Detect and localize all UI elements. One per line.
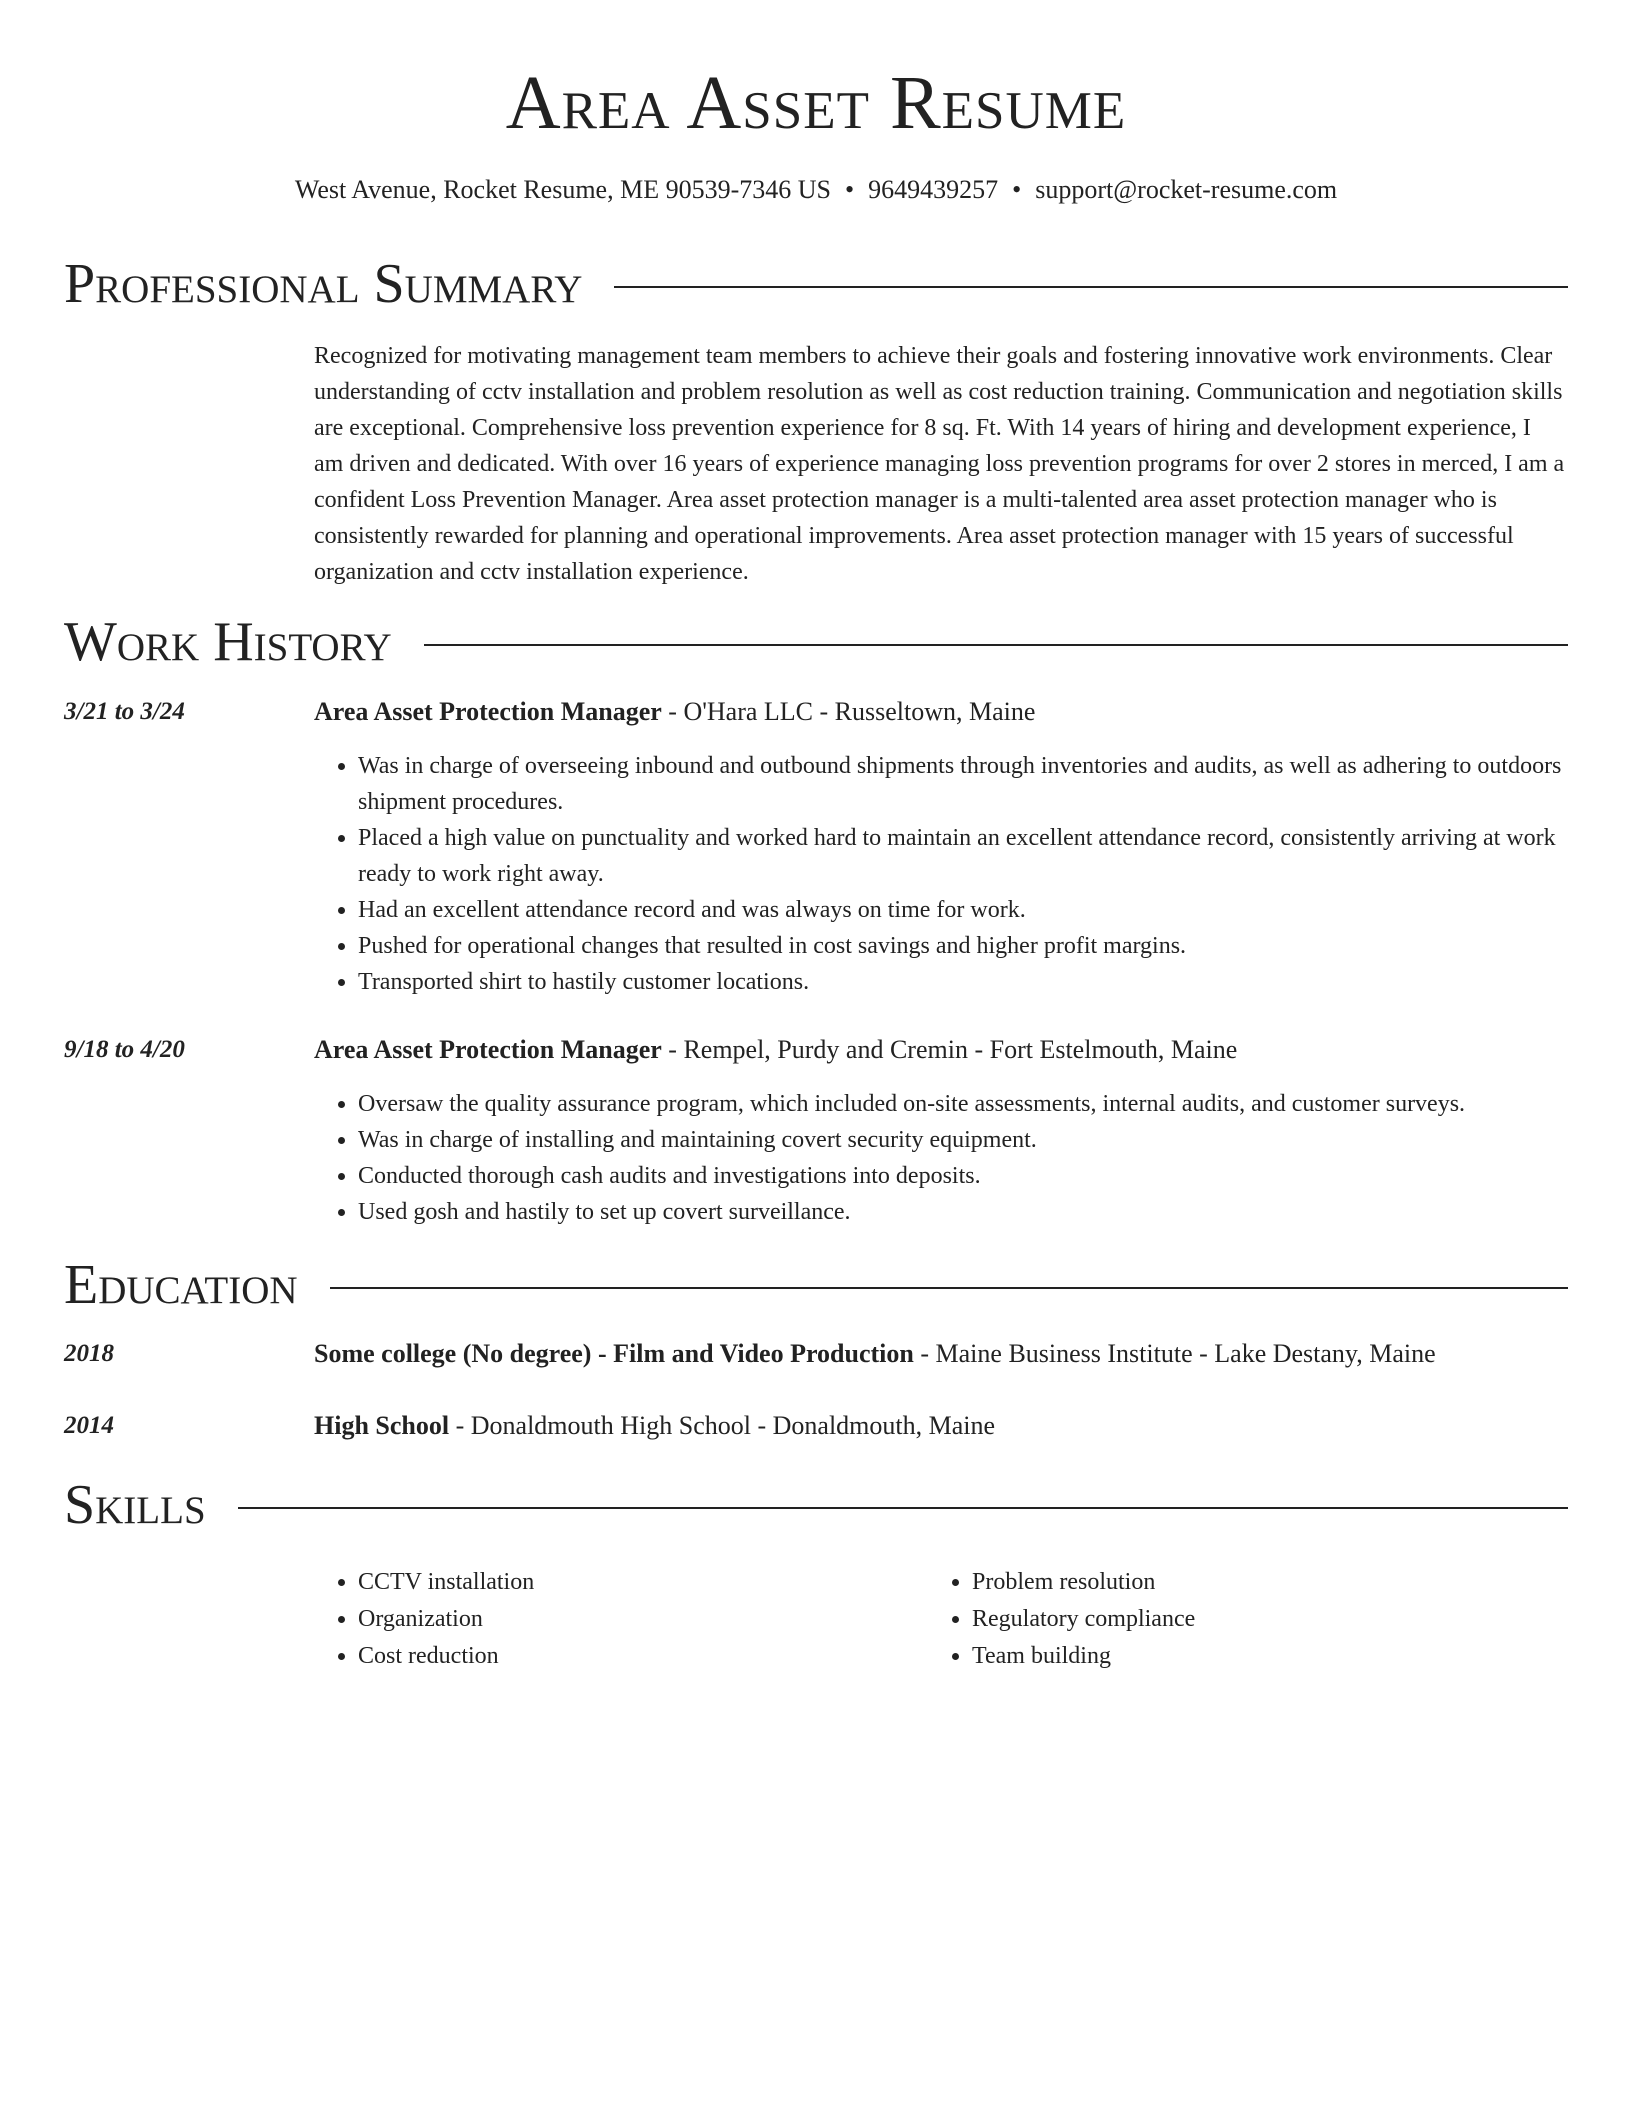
contact-separator: • [845, 175, 855, 204]
job-bullet: • Oversaw the quality assurance program, which included on-site assessments, internal audits, and customer surveys. [358, 1086, 1610, 1122]
job-dates: 3/21 to 3/24 [64, 698, 185, 725]
education-entry [314, 1408, 1566, 1444]
skill-item: • Regulatory compliance [972, 1601, 1572, 1638]
education-entry [314, 1336, 1566, 1372]
job-bullet: • Was in charge of overseeing inbound and outbound shipments through inventories and audits, as well as adhering to outdoors shipment procedures. [358, 748, 1610, 820]
section-title: Education [64, 1254, 298, 1316]
education-year: 2018 [64, 1340, 114, 1367]
education-degree: High School [314, 1411, 450, 1440]
job-bullet: • Had an excellent attendance record and was always on time for work. [358, 892, 1610, 928]
job-bullets [314, 1086, 1610, 1230]
contact-line [0, 172, 1632, 208]
section-divider [330, 1287, 1568, 1289]
contact-separator: • [1012, 175, 1022, 204]
section-heading-skills [64, 1473, 1568, 1537]
section-divider [614, 286, 1568, 288]
summary-text: Recognized for motivating management team members to achieve their goals and fostering innovative work environments. Clear understanding of cctv installation and problem resolution as well as cost reduction training. Communication and negotiation skills are exceptional. Comprehensive loss prevention experience for 8 sq. Ft. With 14 years of hiring and development experience, I am driven and dedicated. With over 16 years of experience managing loss prevention programs for over 2 stores in merced, I am a confident Loss Prevention Manager. Area asset protection manager is a multi-talented area asset protection manager who is consistently rewarded for planning and operational improvements. Area asset protection manager with 15 years of successful organization and cctv installation experience. [314, 343, 1565, 585]
job-bullet: • Transported shirt to hastily customer locations. [358, 964, 1610, 1000]
job-bullet: • Used gosh and hastily to set up covert surveillance. [358, 1194, 1610, 1230]
section-divider [238, 1507, 1568, 1509]
job-bullets [314, 748, 1610, 1000]
section-title: Professional Summary [64, 253, 583, 315]
contact-email: support@rocket-resume.com [1035, 175, 1338, 204]
skill-item: • Problem resolution [972, 1564, 1572, 1601]
contact-phone: 9649439257 [868, 175, 999, 204]
skills-list-left [314, 1564, 958, 1675]
job-bullet: • Pushed for operational changes that resulted in cost savings and higher profit margins. [358, 928, 1610, 964]
section-title: Work History [64, 611, 392, 673]
skill-item: • Team building [972, 1638, 1572, 1675]
skill-item: • Cost reduction [358, 1638, 958, 1675]
job-details: - Rempel, Purdy and Cremin - Fort Estelmouth, Maine [661, 1035, 1238, 1064]
contact-address: West Avenue, Rocket Resume, ME 90539-7346 US [294, 175, 831, 204]
resume-title: Area Asset Resume [505, 61, 1127, 145]
job-bullet: • Placed a high value on punctuality and worked hard to maintain an excellent attendance record, consistently arriving at work ready to work right away. [358, 820, 1610, 892]
section-divider [424, 644, 1568, 646]
job-dates: 9/18 to 4/20 [64, 1036, 185, 1063]
skill-item: • Organization [358, 1601, 958, 1638]
education-year: 2014 [64, 1412, 114, 1439]
section-heading-summary [64, 252, 1568, 316]
education-details: - Donaldmouth High School - Donaldmouth, Maine [449, 1411, 996, 1440]
education-degree: Some college (No degree) - Film and Video Production [314, 1339, 914, 1368]
job-heading [314, 694, 1566, 730]
skill-item: • CCTV installation [358, 1564, 958, 1601]
section-heading-education [64, 1253, 1568, 1317]
education-details: - Maine Business Institute - Lake Destany, Maine [913, 1339, 1436, 1368]
job-heading [314, 1032, 1566, 1068]
skills-list-right [928, 1564, 1572, 1675]
section-heading-work-history [64, 610, 1568, 674]
job-bullet: • Conducted thorough cash audits and investigations into deposits. [358, 1158, 1610, 1194]
job-title: Area Asset Protection Manager [314, 1035, 662, 1064]
job-title: Area Asset Protection Manager [314, 697, 662, 726]
job-details: - O'Hara LLC - Russeltown, Maine [661, 697, 1036, 726]
job-bullet: • Was in charge of installing and maintaining covert security equipment. [358, 1122, 1610, 1158]
section-title: Skills [64, 1474, 206, 1536]
